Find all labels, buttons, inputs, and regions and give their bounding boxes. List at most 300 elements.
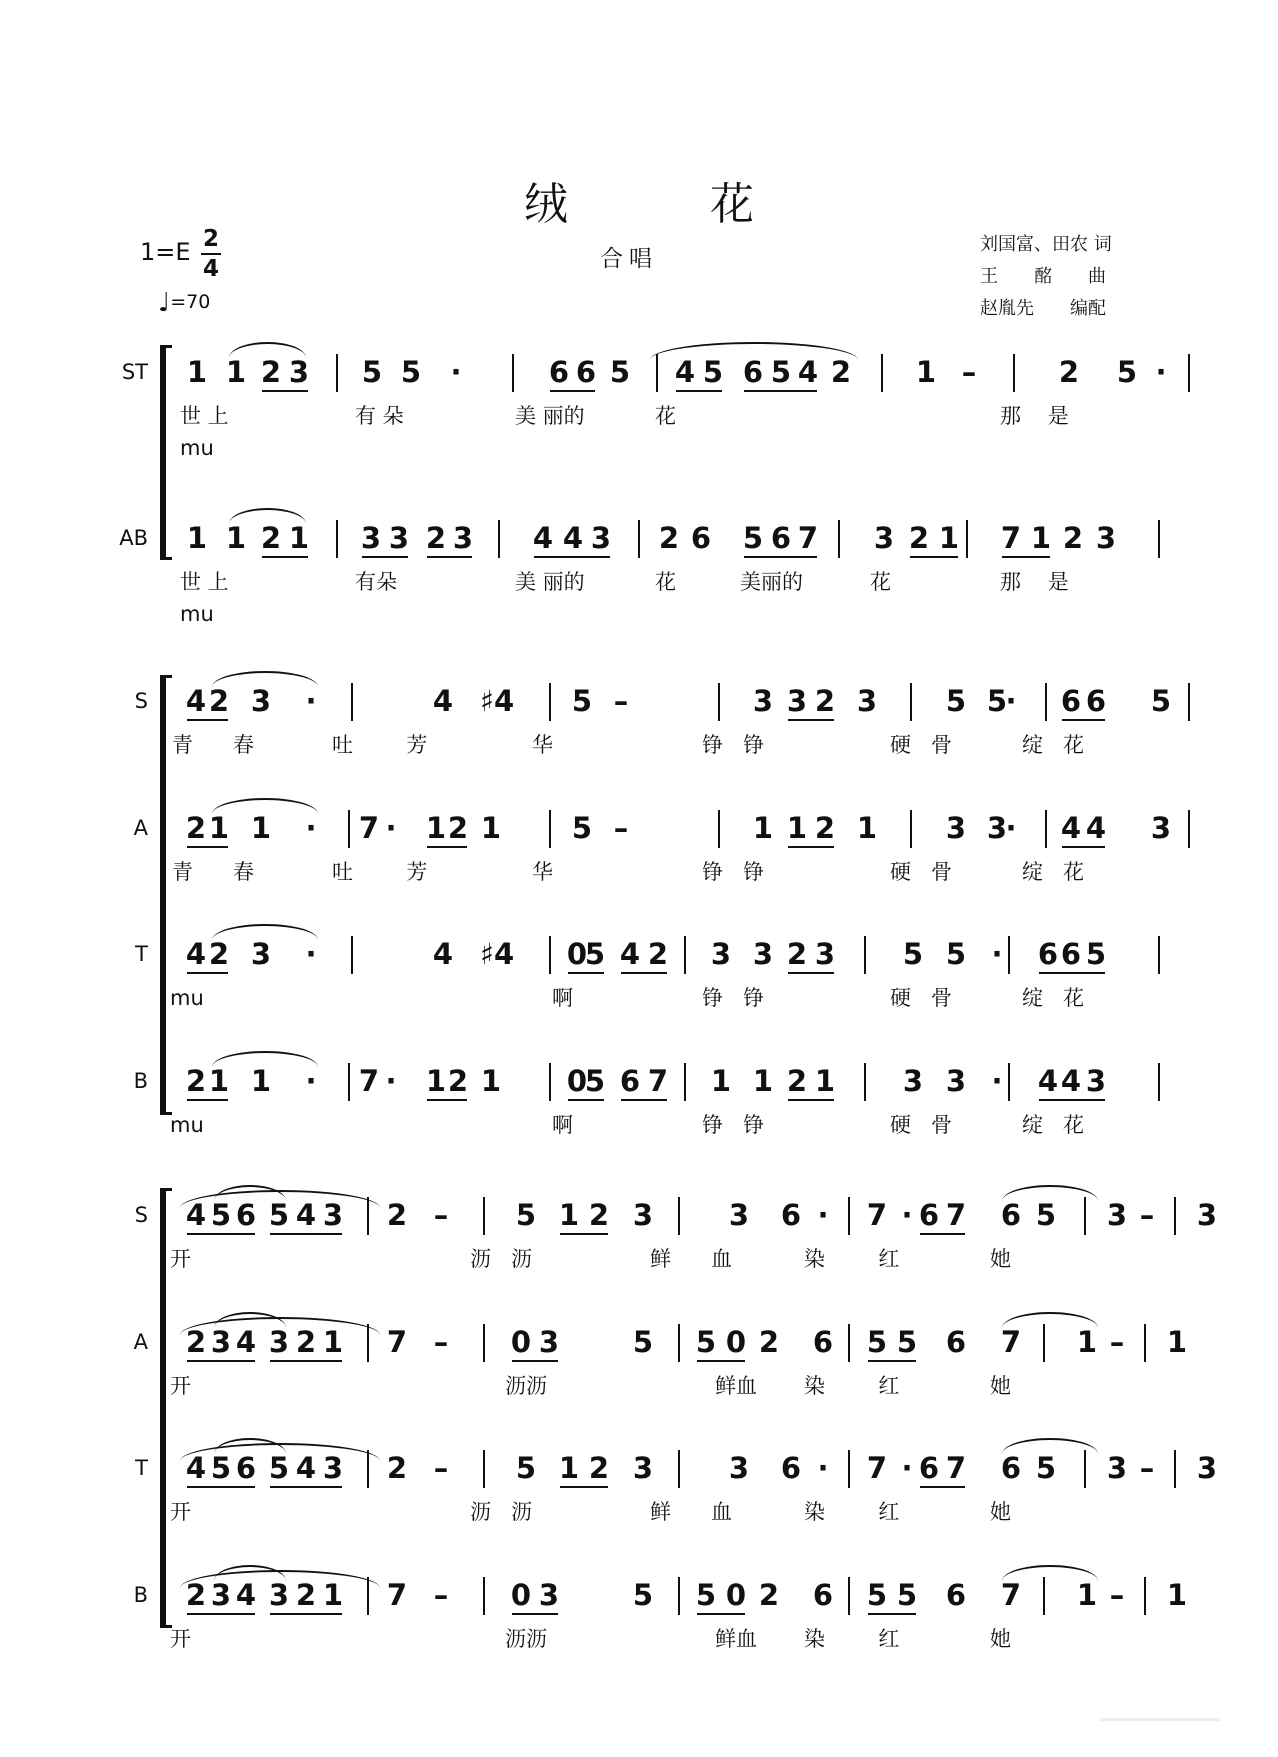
barline bbox=[838, 520, 840, 558]
lyric-syllable: 那 是 bbox=[1000, 404, 1069, 428]
note: 1 bbox=[814, 1064, 836, 1098]
note: 1 bbox=[1030, 521, 1052, 555]
beam-underline bbox=[212, 1233, 255, 1235]
note: 4 bbox=[185, 1198, 207, 1232]
beam-underline bbox=[297, 1613, 342, 1615]
note: 4 bbox=[1060, 1064, 1082, 1098]
note: 2 bbox=[386, 1451, 408, 1485]
note: 3 bbox=[250, 937, 272, 971]
beam-underline bbox=[621, 1099, 667, 1101]
staff-bracket bbox=[160, 345, 166, 560]
note: 1 bbox=[480, 811, 502, 845]
note: 5 bbox=[702, 355, 724, 389]
lyric-syllable: 她 bbox=[990, 1374, 1011, 1398]
lyric-syllable: mu bbox=[170, 986, 204, 1010]
beam-underline bbox=[212, 1486, 255, 1488]
note: 5 bbox=[896, 1325, 918, 1359]
note: 5 bbox=[896, 1578, 918, 1612]
beam-underline bbox=[427, 1099, 467, 1101]
beam-underline bbox=[772, 556, 817, 558]
note: 1 bbox=[225, 521, 247, 555]
lyric-syllable: 沥沥 bbox=[505, 1627, 547, 1651]
tempo-value: =70 bbox=[170, 291, 211, 313]
note: 6 bbox=[812, 1325, 834, 1359]
barline bbox=[910, 683, 912, 721]
note: ♯4 bbox=[480, 684, 515, 718]
quarter-note-icon: ♩ bbox=[158, 288, 171, 318]
note: 3 bbox=[856, 684, 878, 718]
beam-underline bbox=[772, 390, 817, 392]
voice-label: B bbox=[133, 1069, 148, 1093]
lyric-syllable: 美 丽的 bbox=[515, 570, 585, 594]
note: 5 bbox=[632, 1325, 654, 1359]
note: 4 bbox=[432, 684, 454, 718]
note: 5 bbox=[866, 1578, 888, 1612]
note: 6 bbox=[945, 1578, 967, 1612]
beam-underline bbox=[1062, 719, 1105, 721]
barline bbox=[549, 683, 551, 721]
note: 1 bbox=[208, 1064, 230, 1098]
barline bbox=[678, 1577, 680, 1615]
augmentation-dot: · bbox=[991, 937, 1003, 971]
barline bbox=[848, 1324, 850, 1362]
note: 2 bbox=[814, 684, 836, 718]
dash-extension: – bbox=[613, 811, 629, 845]
barline bbox=[549, 936, 551, 974]
dash-extension: – bbox=[433, 1198, 449, 1232]
note: 7 bbox=[1000, 1325, 1022, 1359]
note: 7 bbox=[358, 1064, 380, 1098]
barline bbox=[1084, 1197, 1086, 1235]
note: 0 bbox=[566, 1064, 588, 1098]
note: 1 bbox=[250, 1064, 272, 1098]
note: 6 bbox=[690, 521, 712, 555]
note: 1 bbox=[786, 811, 808, 845]
note: 5 bbox=[1035, 1451, 1057, 1485]
note: 1 bbox=[186, 355, 208, 389]
note: 4 bbox=[185, 684, 207, 718]
barline bbox=[549, 1063, 551, 1101]
lyric-syllable: 她 bbox=[990, 1627, 1011, 1651]
note: 1 bbox=[250, 811, 272, 845]
note: 3 bbox=[752, 937, 774, 971]
augmentation-dot: · bbox=[991, 1064, 1003, 1098]
barline bbox=[848, 1450, 850, 1488]
note: 1 bbox=[186, 521, 208, 555]
note: 1 bbox=[938, 521, 960, 555]
barline bbox=[1158, 1063, 1160, 1101]
beam-underline bbox=[262, 390, 308, 392]
note: 5 bbox=[609, 355, 631, 389]
lyric-syllable: 吐 芳 bbox=[332, 733, 428, 757]
beam-underline bbox=[788, 719, 834, 721]
voice-label: S bbox=[134, 1203, 148, 1227]
lyric-syllable: 绽 花 bbox=[1022, 733, 1085, 757]
beam-underline bbox=[297, 1360, 342, 1362]
note: 6 bbox=[945, 1325, 967, 1359]
note: 5 bbox=[742, 521, 764, 555]
note: 4 bbox=[185, 937, 207, 971]
beam-underline bbox=[676, 390, 722, 392]
lyric-syllable: 她 bbox=[990, 1500, 1011, 1524]
lyric-syllable: mu bbox=[170, 1113, 204, 1137]
note: 2 bbox=[758, 1578, 780, 1612]
note: 2 bbox=[386, 1198, 408, 1232]
note: 5 bbox=[268, 1451, 290, 1485]
note: 4 bbox=[235, 1578, 257, 1612]
lyric-syllable: 鲜 血 bbox=[650, 1500, 733, 1524]
barline bbox=[1084, 1450, 1086, 1488]
barline bbox=[1188, 354, 1190, 392]
beam-underline bbox=[187, 846, 228, 848]
note: 3 bbox=[322, 1198, 344, 1232]
note: 5 bbox=[945, 937, 967, 971]
barline bbox=[684, 1063, 686, 1101]
note: 7 bbox=[866, 1198, 888, 1232]
note: 1 bbox=[558, 1198, 580, 1232]
beam-underline bbox=[560, 1486, 608, 1488]
barline bbox=[348, 1063, 350, 1101]
note: 4 bbox=[674, 355, 696, 389]
note: 2 bbox=[425, 521, 447, 555]
barline bbox=[966, 520, 968, 558]
beam-underline bbox=[512, 1360, 558, 1362]
note: 5 bbox=[695, 1325, 717, 1359]
lyric-syllable: 鲜 血 bbox=[650, 1247, 733, 1271]
note: 6 bbox=[1085, 684, 1107, 718]
note: 3 bbox=[360, 521, 382, 555]
note: 2 bbox=[1062, 521, 1084, 555]
note: 5 bbox=[400, 355, 422, 389]
slur-long bbox=[180, 1190, 380, 1208]
lyric-syllable: 开 bbox=[170, 1627, 191, 1651]
note: 2 bbox=[758, 1325, 780, 1359]
slur-long bbox=[180, 1570, 380, 1588]
note: 1 bbox=[225, 355, 247, 389]
note: 2 bbox=[260, 355, 282, 389]
note: 2 bbox=[588, 1451, 610, 1485]
beam-underline bbox=[362, 556, 408, 558]
note: 1 bbox=[1166, 1325, 1188, 1359]
note: 3 bbox=[538, 1578, 560, 1612]
note: 6 bbox=[1060, 684, 1082, 718]
note: 3 bbox=[210, 1325, 232, 1359]
lyric-syllable: 青 春 bbox=[172, 860, 255, 884]
voice-label: T bbox=[135, 942, 148, 966]
note: 3 bbox=[632, 1198, 654, 1232]
note: 3 bbox=[632, 1451, 654, 1485]
lyric-syllable: 美 丽的 bbox=[515, 404, 585, 428]
bracket-hook-bottom bbox=[160, 557, 172, 560]
note: 3 bbox=[1196, 1198, 1218, 1232]
lyric-syllable: 世 上 bbox=[180, 570, 229, 594]
note: 3 bbox=[728, 1198, 750, 1232]
note: 3 bbox=[752, 684, 774, 718]
lyric-syllable: 沥 沥 bbox=[470, 1247, 533, 1271]
lyric-syllable: 华 bbox=[532, 733, 553, 757]
beam-underline bbox=[187, 719, 228, 721]
beam-underline bbox=[920, 1486, 965, 1488]
beam-underline bbox=[427, 556, 472, 558]
lyric-syllable: 铮 铮 bbox=[702, 986, 765, 1010]
barline bbox=[351, 936, 353, 974]
note: 5 bbox=[210, 1198, 232, 1232]
barline bbox=[1174, 1197, 1176, 1235]
lyric-syllable: 啊 bbox=[552, 986, 573, 1010]
barline bbox=[336, 520, 338, 558]
staff-bracket bbox=[160, 1188, 166, 1628]
beam-underline bbox=[297, 1233, 342, 1235]
note: 7 bbox=[945, 1451, 967, 1485]
dash-extension: – bbox=[1139, 1198, 1155, 1232]
lyric-second-line: mu bbox=[180, 602, 214, 626]
note: 6 bbox=[1000, 1198, 1022, 1232]
bracket-hook-top bbox=[160, 345, 172, 348]
lyric-syllable: 铮 铮 bbox=[702, 733, 765, 757]
note: 3 bbox=[1150, 811, 1172, 845]
note: 2 bbox=[208, 937, 230, 971]
barline bbox=[864, 1063, 866, 1101]
barline bbox=[483, 1577, 485, 1615]
barline bbox=[348, 810, 350, 848]
barline bbox=[1008, 936, 1010, 974]
note: 7 bbox=[1000, 1578, 1022, 1612]
note: 2 bbox=[185, 1578, 207, 1612]
note: 3 bbox=[1106, 1198, 1128, 1232]
voice-label: AB bbox=[119, 526, 148, 550]
barline bbox=[351, 683, 353, 721]
barline bbox=[848, 1197, 850, 1235]
barline bbox=[718, 683, 720, 721]
barline bbox=[1043, 1324, 1045, 1362]
note: 1 bbox=[915, 355, 937, 389]
note: 4 bbox=[532, 521, 554, 555]
note: 3 bbox=[452, 521, 474, 555]
lyric-syllable: 铮 铮 bbox=[702, 1113, 765, 1137]
note: 0 bbox=[725, 1578, 747, 1612]
beam-underline bbox=[568, 972, 604, 974]
lyric-syllable: 吐 芳 bbox=[332, 860, 428, 884]
note: 3 bbox=[1095, 521, 1117, 555]
note: 5 bbox=[695, 1578, 717, 1612]
lyric-syllable: 鲜血 bbox=[715, 1627, 757, 1651]
composer-credit: 王 酩 曲 bbox=[980, 266, 1106, 287]
barline bbox=[483, 1324, 485, 1362]
note: 0 bbox=[510, 1578, 532, 1612]
voice-label: ST bbox=[121, 360, 148, 384]
barline bbox=[1045, 810, 1047, 848]
augmentation-dot: · bbox=[305, 1064, 317, 1098]
beam-underline bbox=[868, 1613, 916, 1615]
barline bbox=[1158, 520, 1160, 558]
augmentation-dot: · bbox=[385, 1064, 397, 1098]
note: 7 bbox=[1000, 521, 1022, 555]
lyric-syllable: 有朵 bbox=[355, 570, 397, 594]
lyric-syllable: 硬 骨 bbox=[890, 986, 953, 1010]
beam-underline bbox=[187, 972, 228, 974]
beam-underline bbox=[564, 556, 610, 558]
lyric-syllable: 开 bbox=[170, 1374, 191, 1398]
note: 2 bbox=[786, 1064, 808, 1098]
lyric-syllable: 开 bbox=[170, 1247, 191, 1271]
note: 3 bbox=[728, 1451, 750, 1485]
beam-underline bbox=[427, 846, 467, 848]
augmentation-dot: · bbox=[305, 811, 317, 845]
barline bbox=[512, 354, 514, 392]
lyric-syllable: 染 红 bbox=[804, 1500, 900, 1524]
beam-underline bbox=[262, 556, 308, 558]
note: 1 bbox=[288, 521, 310, 555]
barline bbox=[881, 354, 883, 392]
note: 3 bbox=[1106, 1451, 1128, 1485]
note: 2 bbox=[185, 1325, 207, 1359]
note: 4 bbox=[295, 1198, 317, 1232]
tie bbox=[1002, 1565, 1098, 1581]
note: 2 bbox=[786, 937, 808, 971]
barline bbox=[678, 1197, 680, 1235]
dash-extension: – bbox=[1139, 1451, 1155, 1485]
voice-label: S bbox=[134, 689, 148, 713]
note: 2 bbox=[295, 1578, 317, 1612]
note: 7 bbox=[386, 1578, 408, 1612]
note: 6 bbox=[812, 1578, 834, 1612]
note: 0 bbox=[510, 1325, 532, 1359]
barline bbox=[678, 1450, 680, 1488]
lyric-syllable: 青 春 bbox=[172, 733, 255, 757]
slur-long bbox=[180, 1317, 380, 1335]
slur-long bbox=[180, 1443, 380, 1461]
note: 5 bbox=[770, 355, 792, 389]
note: 1 bbox=[752, 811, 774, 845]
beam-underline bbox=[212, 1613, 255, 1615]
note: 2 bbox=[588, 1198, 610, 1232]
barline bbox=[1045, 683, 1047, 721]
note: 1 bbox=[1076, 1578, 1098, 1612]
augmentation-dot: · bbox=[385, 811, 397, 845]
dash-extension: – bbox=[433, 1578, 449, 1612]
barline bbox=[1144, 1324, 1146, 1362]
note: 7 bbox=[797, 521, 819, 555]
beam-underline bbox=[697, 1613, 745, 1615]
beam-underline bbox=[910, 556, 958, 558]
barline bbox=[1188, 810, 1190, 848]
barline bbox=[718, 810, 720, 848]
note: 5 bbox=[1085, 937, 1107, 971]
note: 3 bbox=[814, 937, 836, 971]
barline bbox=[1158, 936, 1160, 974]
note: 6 bbox=[770, 521, 792, 555]
voice-label: B bbox=[133, 1583, 148, 1607]
beam-underline bbox=[568, 1099, 604, 1101]
note: 2 bbox=[658, 521, 680, 555]
note: 1 bbox=[710, 1064, 732, 1098]
beam-underline bbox=[1062, 846, 1105, 848]
note: 3 bbox=[902, 1064, 924, 1098]
note: 3 bbox=[1085, 1064, 1107, 1098]
tie bbox=[1002, 1185, 1098, 1201]
augmentation-dot: · bbox=[305, 937, 317, 971]
lyric-second-line: mu bbox=[180, 436, 214, 460]
beam-underline bbox=[621, 972, 667, 974]
augmentation-dot: · bbox=[450, 355, 462, 389]
augmentation-dot: · bbox=[1005, 811, 1017, 845]
lyric-syllable: 花 bbox=[655, 570, 676, 594]
note: 2 bbox=[830, 355, 852, 389]
note: 4 bbox=[1060, 811, 1082, 845]
lyric-syllable: 啊 bbox=[552, 1113, 573, 1137]
note: 7 bbox=[647, 1064, 669, 1098]
lyric-syllable: 沥 沥 bbox=[470, 1500, 533, 1524]
note: 5 bbox=[1116, 355, 1138, 389]
bracket-hook-top bbox=[160, 1188, 172, 1191]
barline bbox=[910, 810, 912, 848]
time-signature-denominator: 4 bbox=[202, 256, 219, 282]
beam-underline bbox=[788, 972, 834, 974]
note: 3 bbox=[538, 1325, 560, 1359]
note: 3 bbox=[1196, 1451, 1218, 1485]
augmentation-dot: · bbox=[1005, 684, 1017, 718]
note: 2 bbox=[814, 811, 836, 845]
note: 7 bbox=[358, 811, 380, 845]
note: 3 bbox=[288, 355, 310, 389]
arranger-credit: 赵胤先 编配 bbox=[980, 298, 1106, 319]
note: 3 bbox=[873, 521, 895, 555]
note: ♯4 bbox=[480, 937, 515, 971]
note: 6 bbox=[918, 1198, 940, 1232]
note: 7 bbox=[386, 1325, 408, 1359]
note: 1 bbox=[856, 811, 878, 845]
barline bbox=[1043, 1577, 1045, 1615]
time-signature-numerator: 2 bbox=[202, 226, 219, 252]
augmentation-dot: · bbox=[305, 684, 317, 718]
note: 6 bbox=[742, 355, 764, 389]
note: 6 bbox=[1037, 937, 1059, 971]
beam-underline bbox=[550, 390, 595, 392]
dash-extension: – bbox=[1109, 1325, 1125, 1359]
note: 4 bbox=[1037, 1064, 1059, 1098]
note: 2 bbox=[908, 521, 930, 555]
lyric-syllable: 鲜血 bbox=[715, 1374, 757, 1398]
augmentation-dot: · bbox=[901, 1198, 913, 1232]
note: 7 bbox=[866, 1451, 888, 1485]
note: 5 bbox=[945, 684, 967, 718]
barline bbox=[483, 1450, 485, 1488]
note: 6 bbox=[575, 355, 597, 389]
barline bbox=[549, 810, 551, 848]
note: 1 bbox=[480, 1064, 502, 1098]
note: 5 bbox=[1150, 684, 1172, 718]
song-title: 绒 花 bbox=[524, 179, 818, 230]
beam-underline bbox=[212, 1360, 255, 1362]
lyric-syllable: 硬 骨 bbox=[890, 860, 953, 884]
key-signature: 1=E bbox=[140, 238, 191, 266]
note: 2 bbox=[185, 811, 207, 845]
staff-bracket bbox=[160, 675, 166, 1115]
voice-label: T bbox=[135, 1456, 148, 1480]
note: 1 bbox=[425, 811, 447, 845]
lyric-syllable: 花 bbox=[870, 570, 891, 594]
lyric-syllable: 花 bbox=[655, 404, 676, 428]
note: 1 bbox=[208, 811, 230, 845]
barline bbox=[336, 354, 338, 392]
note: 6 bbox=[1000, 1451, 1022, 1485]
note: 5 bbox=[632, 1578, 654, 1612]
note: 5 bbox=[361, 355, 383, 389]
note: 2 bbox=[260, 521, 282, 555]
lyricist-credit: 刘国富、田农 词 bbox=[980, 234, 1112, 255]
note: 5 bbox=[1035, 1198, 1057, 1232]
barline bbox=[483, 1197, 485, 1235]
